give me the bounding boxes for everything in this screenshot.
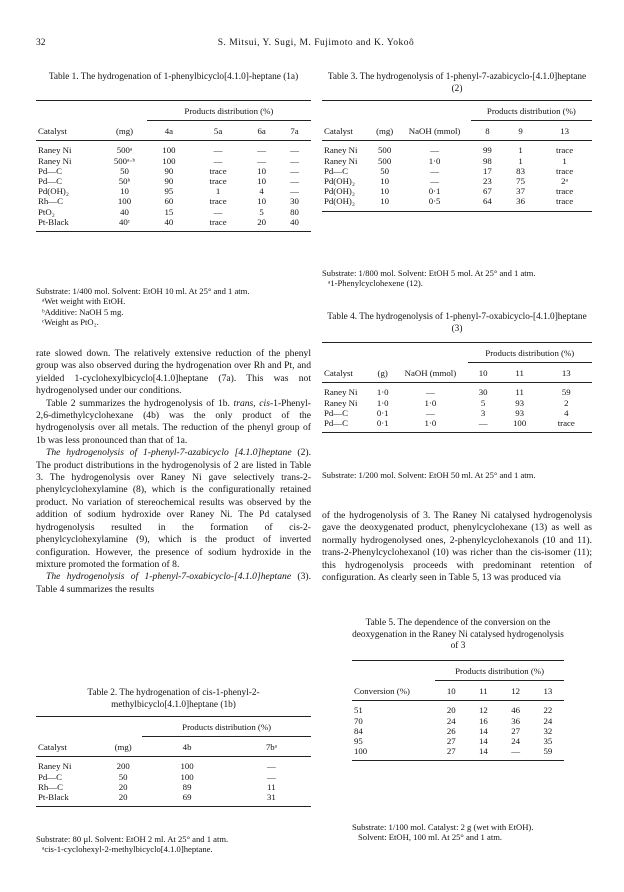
table1-col-header: 4a bbox=[164, 126, 174, 137]
table-row bbox=[352, 746, 564, 761]
table4-caption: Table 4. The hydrogenolysis of 1-phenyl-7-oxabicyclo-[4.1.0]heptane (3) bbox=[327, 312, 587, 334]
table-cell: trace bbox=[191, 217, 245, 232]
table-cell: — bbox=[430, 165, 439, 176]
table-cell: 26 bbox=[446, 725, 456, 736]
table-cell: Rh—C bbox=[38, 781, 63, 792]
table-cell: 23 bbox=[482, 176, 492, 187]
table-cell: Pd—C bbox=[322, 418, 372, 433]
table5-caption: Table 5. The dependence of the conversion on the deoxygenation in the Raney Ni catalysed hydrogenolysis of 3 bbox=[352, 618, 564, 652]
table-cell: 50 bbox=[120, 165, 129, 176]
table3-caption: Table 3. The hydrogenolysis of 1-phenyl-7-azabicyclo-[4.1.0]heptane (2) bbox=[327, 72, 587, 94]
table-cell: Pt-Black bbox=[36, 217, 102, 232]
table-cell: Pd—C bbox=[38, 176, 62, 187]
table-row bbox=[322, 196, 592, 211]
table4-col-header: Catalyst bbox=[322, 343, 372, 383]
table-cell: Raney Ni bbox=[322, 141, 371, 156]
table4-col-header: (g) bbox=[372, 343, 393, 383]
table-cell: — bbox=[398, 141, 470, 156]
table-cell: 100 bbox=[180, 771, 194, 782]
table1-footnote: Substrate: 1/400 mol. Solvent: EtOH 10 ml. At 25° and 1 atm. bbox=[36, 286, 250, 296]
table1-col-header: (mg) bbox=[102, 101, 147, 141]
table-cell: Raney Ni bbox=[324, 397, 358, 408]
table-row bbox=[322, 166, 592, 176]
table-cell: 2ᵃ bbox=[561, 176, 568, 187]
table-cell: 98 bbox=[482, 155, 492, 166]
table-cell: 20 bbox=[104, 792, 142, 807]
table-cell: 46 bbox=[500, 701, 532, 716]
table-cell: 40 bbox=[147, 217, 191, 232]
table-cell: — bbox=[393, 383, 467, 398]
table1-footnote: ᵃWet weight with EtOH. bbox=[42, 296, 126, 307]
table-cell: 80 bbox=[290, 206, 299, 217]
table-cell: 1 bbox=[504, 141, 537, 156]
table-cell: 1·0 bbox=[428, 155, 441, 166]
table-row bbox=[352, 716, 564, 726]
author-line: S. Mitsui, Y. Sugi, M. Fujimoto and K. Yokoô bbox=[217, 38, 415, 48]
table2-caption: Table 2. The hydrogenation of cis-1-phenyl-2-methylbicyclo[4.1.0]heptane (1b) bbox=[87, 688, 260, 710]
table-cell: — bbox=[191, 141, 245, 156]
table-cell: — bbox=[425, 407, 435, 418]
table-cell: Pt-Black bbox=[36, 792, 104, 807]
table-cell: 0·1 bbox=[372, 418, 393, 433]
table-cell: 59 bbox=[532, 746, 564, 761]
table2-footnote: ᵃcis-1-cyclohexyl-2-methylbicyclo[4.1.0]heptane. bbox=[42, 844, 213, 855]
table4-notes bbox=[322, 470, 592, 480]
table-row bbox=[322, 176, 592, 186]
table-row bbox=[322, 408, 592, 418]
table5-footnote: Solvent: EtOH, 100 ml. At 25° and 1 atm. bbox=[358, 832, 503, 843]
table-cell: 100 bbox=[117, 196, 132, 207]
table-cell: — bbox=[213, 155, 223, 166]
table-cell: Raney Ni bbox=[322, 383, 372, 398]
table5-group-header: Products distribution (%) bbox=[435, 661, 564, 681]
table-cell: 16 bbox=[479, 715, 488, 726]
table-cell: 83 bbox=[516, 165, 525, 176]
table4-col-header: 13 bbox=[561, 368, 571, 379]
table-cell: — bbox=[232, 757, 311, 772]
table-cell: 64 bbox=[471, 196, 504, 211]
table-cell: 20 bbox=[118, 781, 128, 792]
table-cell: — bbox=[290, 186, 299, 197]
table-cell: 35 bbox=[543, 736, 553, 747]
table-row bbox=[322, 398, 592, 408]
table-cell: 14 bbox=[479, 736, 488, 747]
table-cell: — bbox=[278, 141, 311, 156]
table-cell: Pd—C bbox=[324, 407, 348, 418]
table-row bbox=[322, 418, 592, 433]
table3-col-header: 13 bbox=[560, 126, 569, 137]
table1-group-header: Products distribution (%) bbox=[147, 101, 311, 121]
table-cell: 24 bbox=[543, 715, 553, 726]
table-cell: 0·5 bbox=[398, 196, 470, 211]
table-cell: 31 bbox=[232, 792, 311, 807]
left-paragraph-4: The hydrogenolysis of 1-phenyl-7-oxabicyclo-[4.1.0]heptane (3). Table 4 summarizes the results bbox=[36, 571, 311, 595]
table2-col-header: 4b bbox=[182, 742, 192, 753]
table-cell: — bbox=[257, 155, 266, 166]
table-cell: 40 bbox=[120, 206, 129, 217]
table3-col-header: (mg) bbox=[371, 101, 399, 141]
table5-col-header: 10 bbox=[446, 686, 456, 697]
table-cell: 67 bbox=[482, 186, 492, 197]
table1-notes bbox=[36, 286, 311, 328]
table-cell: 1 bbox=[518, 155, 523, 166]
table-cell: 40ᶜ bbox=[102, 217, 147, 232]
table-cell: Pd—C bbox=[38, 771, 62, 782]
table-cell: 20 bbox=[435, 701, 467, 716]
table-cell: — bbox=[267, 771, 276, 782]
table-row bbox=[36, 207, 311, 217]
table-cell: Pd(OH)₂ bbox=[38, 186, 69, 197]
table5 bbox=[352, 660, 564, 761]
table5-col-header: 13 bbox=[543, 686, 553, 697]
table-cell: — bbox=[213, 206, 223, 217]
table-cell: 27 bbox=[446, 736, 456, 747]
table-cell: 93 bbox=[515, 407, 525, 418]
table-cell: 10 bbox=[120, 186, 129, 197]
table-cell: 60 bbox=[164, 196, 174, 207]
table-cell: trace bbox=[209, 196, 227, 207]
table-cell: Pd—C bbox=[324, 165, 348, 176]
table-cell: 69 bbox=[142, 792, 232, 807]
table5-col-header: 11 bbox=[479, 686, 488, 697]
table-row bbox=[352, 726, 564, 736]
table-cell: Pd—C bbox=[38, 165, 62, 176]
table3-notes bbox=[322, 268, 592, 289]
table3-col-header: NaOH (mmol) bbox=[398, 101, 470, 141]
table-cell: 10 bbox=[380, 186, 390, 197]
table1-caption: Table 1. The hydrogenation of 1-phenylbicyclo[4.1.0]-heptane (1a) bbox=[48, 72, 299, 82]
table2-group-header: Products distribution (%) bbox=[142, 717, 311, 737]
table-cell: 500ᵃ·ᵇ bbox=[113, 155, 136, 166]
table-cell: 10 bbox=[257, 176, 266, 187]
table-cell: 10 bbox=[380, 176, 390, 187]
table-row bbox=[36, 156, 311, 166]
table2-col-header: Catalyst bbox=[36, 717, 104, 757]
table4-col-header: NaOH (mmol) bbox=[393, 343, 467, 383]
table-cell: 50 bbox=[118, 771, 128, 782]
table-cell: 30 bbox=[468, 383, 499, 398]
table3 bbox=[322, 100, 592, 212]
table-row bbox=[322, 383, 592, 398]
table-cell: 1·0 bbox=[424, 397, 437, 408]
table-row bbox=[36, 782, 311, 792]
table2-col-header: (mg) bbox=[104, 717, 142, 757]
table-cell: 27 bbox=[511, 725, 521, 736]
table-cell: trace bbox=[556, 165, 574, 176]
table-cell: PtO₂ bbox=[38, 206, 55, 217]
table-row bbox=[352, 701, 564, 716]
table-cell: 75 bbox=[516, 176, 525, 187]
table-cell: 40 bbox=[278, 217, 311, 232]
table-cell: 12 bbox=[467, 701, 499, 716]
table4-group-header: Products distribution (%) bbox=[468, 343, 592, 363]
table-cell: 95 bbox=[354, 736, 363, 747]
table2-notes bbox=[36, 834, 311, 855]
table5-col-header: Conversion (%) bbox=[352, 661, 435, 701]
table-row bbox=[36, 217, 311, 232]
table-cell: 11 bbox=[499, 383, 541, 398]
table-cell: 36 bbox=[511, 715, 521, 726]
table-cell: — bbox=[290, 176, 299, 187]
table-cell: Pd(OH)₂ bbox=[322, 196, 371, 211]
table-cell: 90 bbox=[164, 176, 174, 187]
table-cell: 84 bbox=[354, 725, 363, 736]
table-cell: 32 bbox=[543, 725, 553, 736]
table-cell: 500 bbox=[378, 155, 392, 166]
table-cell: 90 bbox=[164, 165, 174, 176]
table-cell: 93 bbox=[515, 397, 525, 408]
table4-col-header: 11 bbox=[515, 368, 524, 379]
table-cell: 27 bbox=[435, 746, 467, 761]
table-cell: 24 bbox=[446, 715, 456, 726]
table-row bbox=[36, 196, 311, 206]
table-cell: — bbox=[245, 141, 278, 156]
table-cell: 100 bbox=[499, 418, 541, 433]
table-cell: 2 bbox=[564, 397, 569, 408]
table-cell: 5 bbox=[259, 206, 264, 217]
table3-col-header: 9 bbox=[518, 126, 523, 137]
table-cell: 15 bbox=[164, 206, 174, 217]
table-cell: Raney Ni bbox=[38, 155, 72, 166]
table-cell: Pd(OH)₂ bbox=[324, 176, 355, 187]
table-row bbox=[36, 792, 311, 807]
table-cell: 0·1 bbox=[428, 186, 441, 197]
table-cell: 50 bbox=[380, 165, 390, 176]
table-cell: 1·0 bbox=[376, 397, 389, 408]
table-cell: 0·1 bbox=[376, 407, 389, 418]
table-cell: 500ᵃ bbox=[102, 141, 147, 156]
table3-group-header: Products distribution (%) bbox=[471, 101, 592, 121]
table4-col-header: 10 bbox=[478, 368, 488, 379]
right-paragraph-1: of the hydrogenolysis of 3. The Raney Ni catalysed hydrogenolysis gave the deoxygenated product, phenylcyclohexane (13) as well as normally hydrogenolysed ones, 2-phenylcyclohexanols (10 and 11). trans-2-Phenylcyclohexanol (10) was richer than the cis-isomer (11); this hydrogenolysis proceeds with predominant retention of configuration. As clearly seen in Table 5, 13 was produced via bbox=[322, 510, 592, 584]
table-cell: 1 bbox=[215, 186, 221, 197]
table-cell: 99 bbox=[471, 141, 504, 156]
table-cell: 14 bbox=[479, 725, 488, 736]
table-cell: 10 bbox=[257, 165, 266, 176]
table3-footnote: ᵃ1-Phenylcyclohexene (12). bbox=[328, 278, 423, 289]
table-cell: 4 bbox=[259, 186, 264, 197]
table-cell: — bbox=[290, 155, 299, 166]
table-row bbox=[322, 156, 592, 166]
table-cell: 100 bbox=[352, 746, 435, 761]
table1-col-header: 6a bbox=[257, 126, 266, 137]
table-cell: 3 bbox=[480, 407, 486, 418]
table-cell: trace bbox=[209, 165, 227, 176]
left-paragraph-2: Table 2 summarizes the hydrogenolysis of 1b. trans, cis-1-Phenyl-2,6-dimethylcyclohexane (4b) was the only product of the hydrogenolysis over all metals. The reduction of the phenyl group of 1b was less pronounced than that of 1a. bbox=[36, 397, 311, 446]
table-cell: 20 bbox=[245, 217, 278, 232]
table2-footnote: Substrate: 80 µl. Solvent: EtOH 2 ml. At 25° and 1 atm. bbox=[36, 834, 229, 844]
table-row bbox=[352, 736, 564, 746]
table-cell: 17 bbox=[482, 165, 492, 176]
table3-col-header: Catalyst bbox=[322, 101, 371, 141]
table-cell: 4 bbox=[564, 407, 569, 418]
table-row bbox=[36, 166, 311, 176]
table-cell: Raney Ni bbox=[36, 141, 102, 156]
table3-footnote: Substrate: 1/800 mol. Solvent: EtOH 5 mol. At 25° and 1 atm. bbox=[322, 268, 536, 278]
table-row bbox=[36, 141, 311, 156]
table-row bbox=[36, 772, 311, 782]
table-cell: 14 bbox=[467, 746, 499, 761]
table-cell: 24 bbox=[511, 736, 521, 747]
table-row bbox=[36, 757, 311, 772]
table-cell: Raney Ni bbox=[36, 757, 104, 772]
table1-col-header: Catalyst bbox=[36, 101, 102, 141]
table-cell: Raney Ni bbox=[324, 155, 358, 166]
table3-col-header: 8 bbox=[485, 126, 490, 137]
table2 bbox=[36, 716, 311, 807]
table5-col-header: 12 bbox=[511, 686, 521, 697]
table-cell: 37 bbox=[516, 186, 525, 197]
table-cell: 70 bbox=[354, 715, 363, 726]
table2-col-header: 7bᵃ bbox=[265, 742, 278, 753]
table-cell: 36 bbox=[504, 196, 537, 211]
table-cell: — bbox=[468, 418, 499, 433]
table-cell: — bbox=[430, 176, 439, 187]
table-cell: 95 bbox=[164, 186, 174, 197]
table5-footnote: Substrate: 1/100 mol. Catalyst: 2 g (wet with EtOH). bbox=[352, 822, 534, 832]
table-cell: trace bbox=[537, 141, 592, 156]
table4-footnote: Substrate: 1/200 mol. Solvent: EtOH 50 ml. At 25° and 1 atm. bbox=[322, 470, 536, 480]
table-cell: trace bbox=[209, 176, 227, 187]
table-cell: 59 bbox=[541, 383, 592, 398]
table-cell: 100 bbox=[147, 141, 191, 156]
table5-notes bbox=[352, 822, 564, 843]
table-cell: 51 bbox=[352, 701, 435, 716]
table-cell: 11 bbox=[267, 781, 276, 792]
table-row bbox=[322, 186, 592, 196]
table1 bbox=[36, 100, 311, 232]
table1-col-header: 7a bbox=[290, 126, 299, 137]
table-cell: 100 bbox=[162, 155, 176, 166]
right-column-text bbox=[322, 510, 592, 584]
table-cell: Rh—C bbox=[38, 196, 63, 207]
table-cell: 10 bbox=[371, 196, 399, 211]
table-cell: — bbox=[290, 165, 299, 176]
table-row bbox=[322, 141, 592, 156]
table1-footnote: ᶜWeight as PtO₂. bbox=[42, 317, 99, 328]
table-cell: 30 bbox=[290, 196, 299, 207]
page-number: 32 bbox=[36, 38, 46, 48]
table-row bbox=[36, 186, 311, 196]
table-cell: 1·0 bbox=[393, 418, 467, 433]
table-cell: trace bbox=[541, 418, 592, 433]
table-cell: 10 bbox=[257, 196, 266, 207]
left-column-text bbox=[36, 348, 311, 596]
table-cell: 1 bbox=[562, 155, 567, 166]
table1-col-header: 5a bbox=[213, 126, 223, 137]
table-cell: 200 bbox=[104, 757, 142, 772]
left-paragraph-3: The hydrogenolysis of 1-phenyl-7-azabicyclo [4.1.0]heptane (2). The product distributions in the hydrogenolysis of 2 are listed in Table 3. The hydrogenolysis over Raney Ni gave selectively trans-2-phenylcyclohexylamine (8), which is the configurationally retained product. No variation of stereochemical results was observed by the addition of sodium hydroxide over Raney Ni. The Pd catalysed hydrogenolysis resulted in the formation of cis-2-phenylcyclohexylamine (9), which is the product of inverted configuration. However, the presence of sodium hydroxide in the mixture promoted the formation of 8. bbox=[36, 447, 311, 570]
table-cell: 22 bbox=[532, 701, 564, 716]
table-cell: trace bbox=[537, 196, 592, 211]
table1-footnote: ᵇAdditive: NaOH 5 mg. bbox=[42, 306, 124, 317]
table-cell: 89 bbox=[182, 781, 192, 792]
table-cell: 100 bbox=[142, 757, 232, 772]
table-cell: 1·0 bbox=[372, 383, 393, 398]
table-cell: 5 bbox=[480, 397, 486, 408]
table-cell: — bbox=[500, 746, 532, 761]
table-cell: 50ᵇ bbox=[118, 176, 131, 187]
table-cell: 500 bbox=[371, 141, 399, 156]
left-paragraph-1: rate slowed down. The relatively extensive reduction of the phenyl group was also observed during the hydrogenation over Rh and Pt, and yielded 1-cyclohexylbicyclo[4.1.0]heptane (7a). This was not hydrogenolysed under our conditions. bbox=[36, 348, 311, 397]
table-cell: Pd(OH)₂ bbox=[324, 186, 355, 197]
table-row bbox=[36, 176, 311, 186]
table4 bbox=[322, 342, 592, 433]
table-cell: trace bbox=[556, 186, 574, 197]
